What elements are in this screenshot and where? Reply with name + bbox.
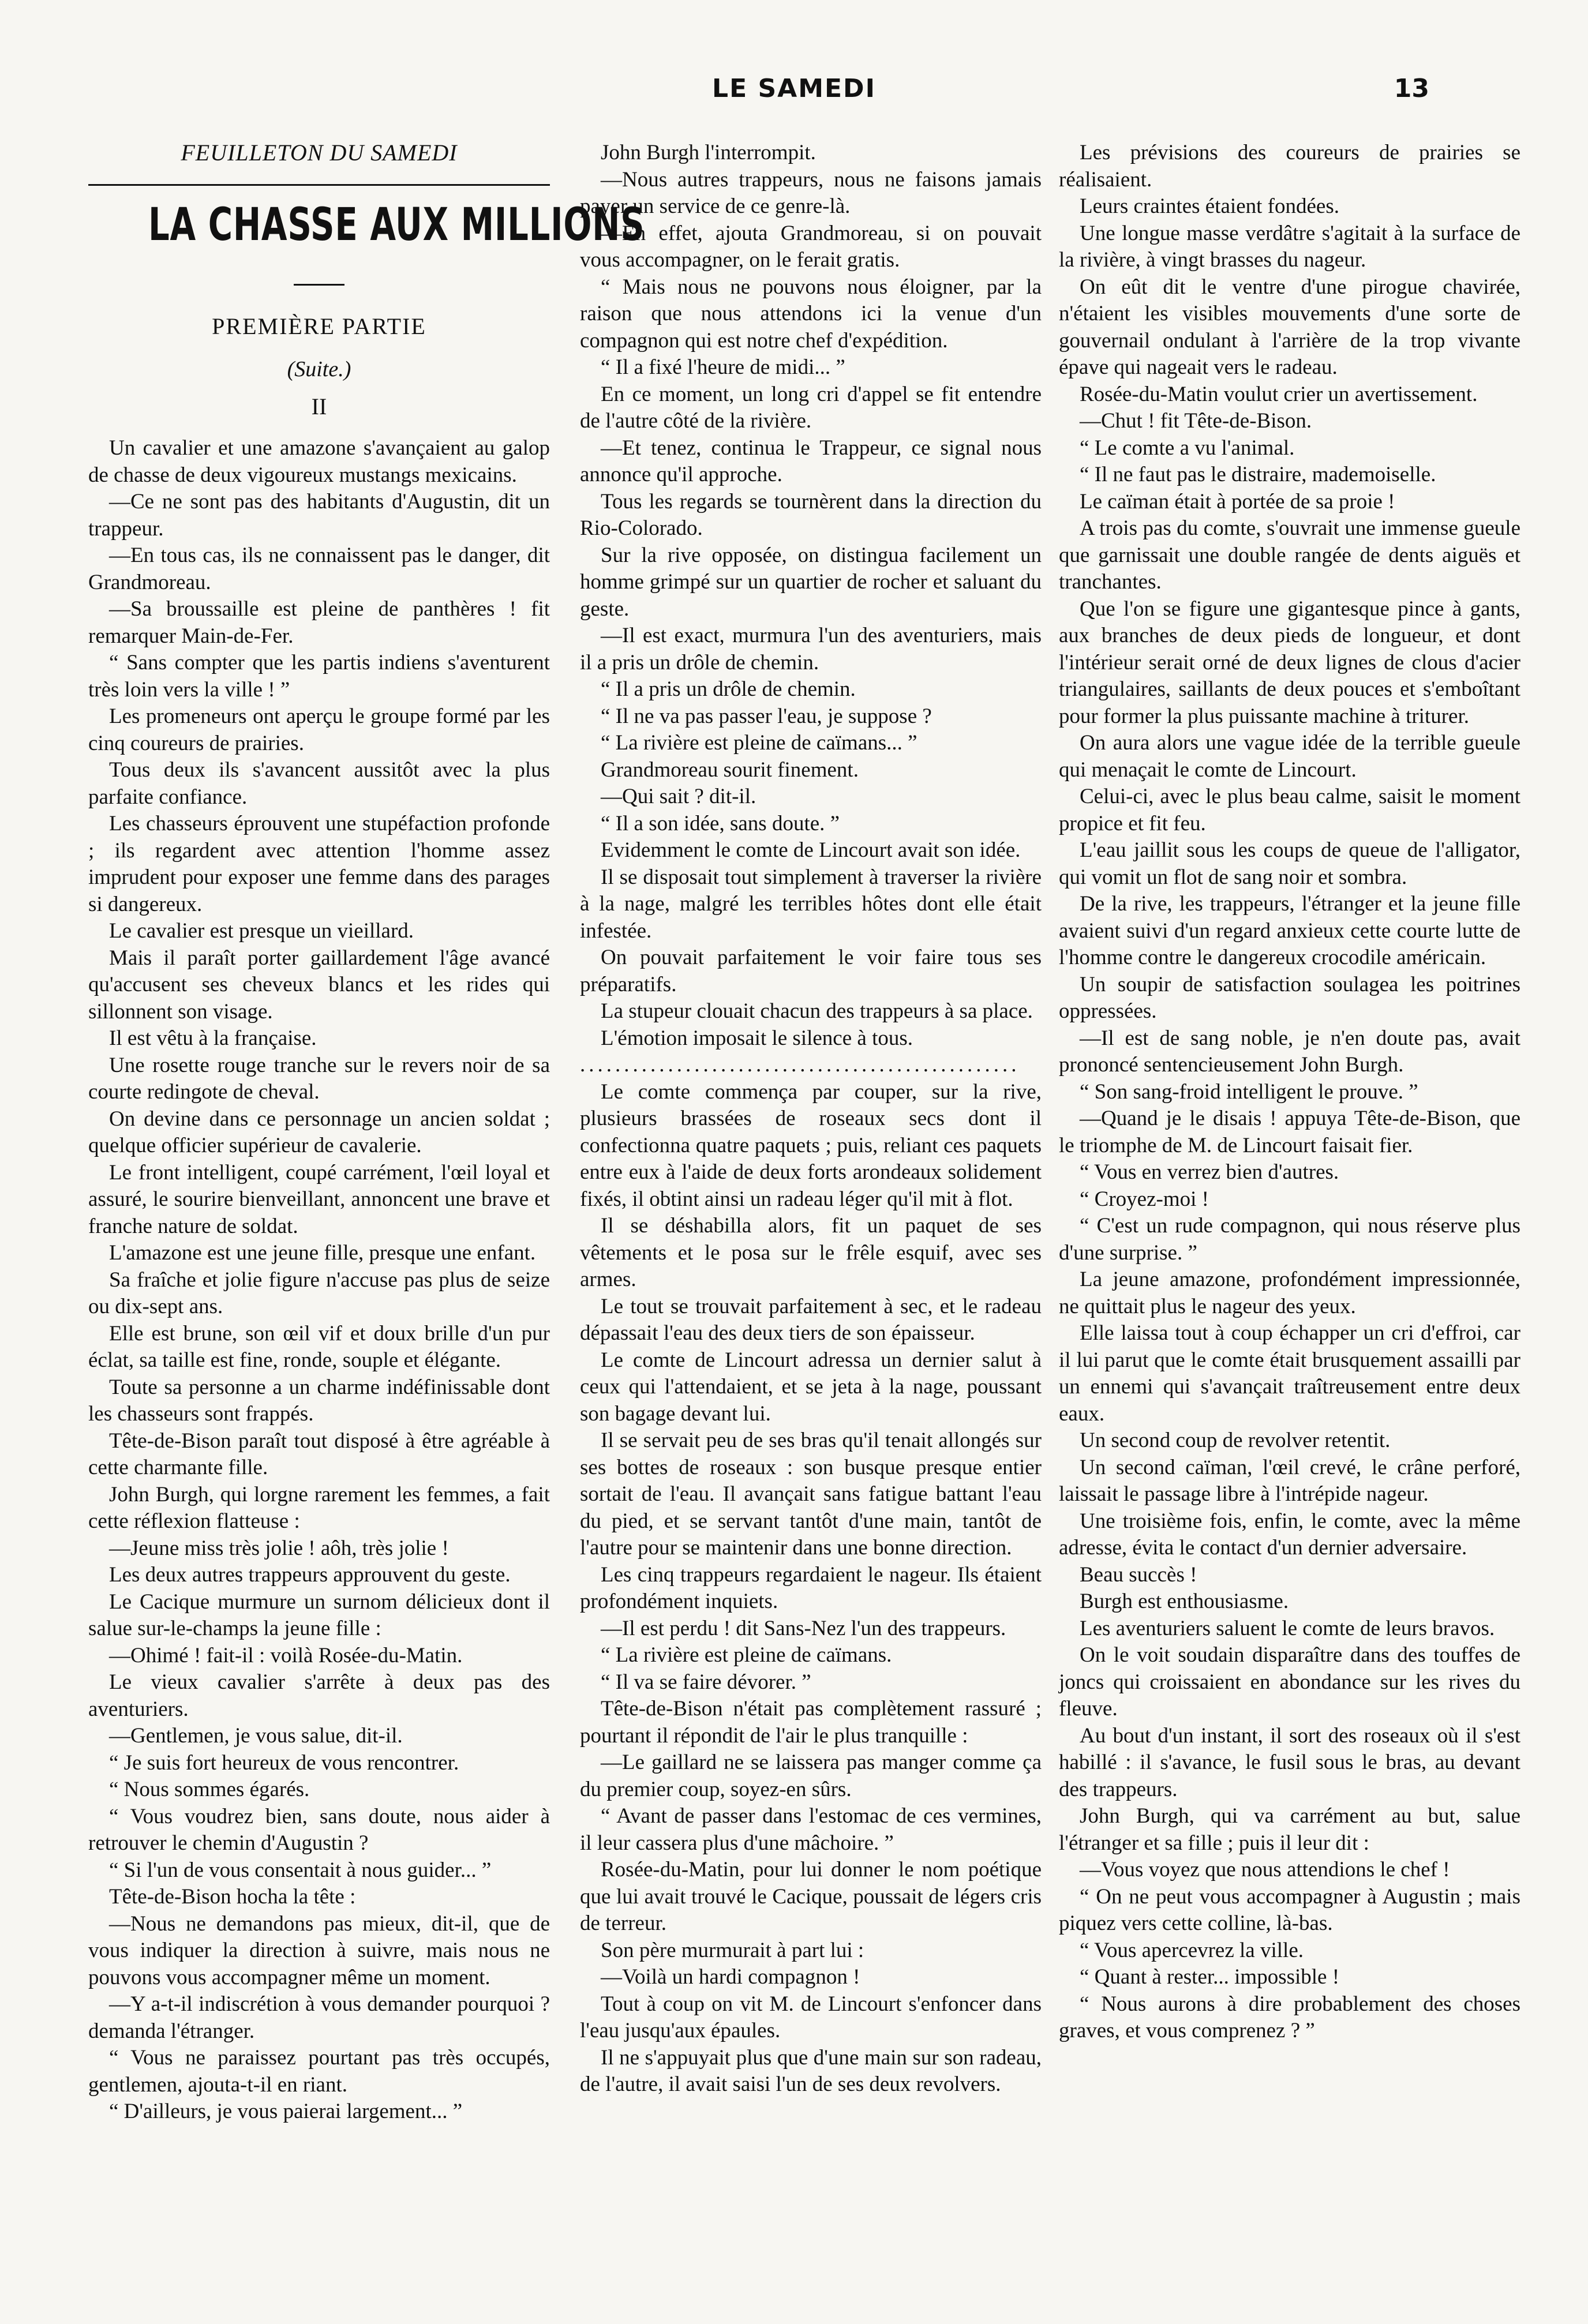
paragraph: —Jeune miss très jolie ! aôh, très jolie !	[109, 1536, 449, 1560]
part-heading: PREMIÈRE PARTIE	[212, 313, 426, 339]
page-header	[0, 74, 1588, 114]
title-divider	[294, 284, 344, 286]
paragraph: Tête-de-Bison paraît tout disposé à être agréable à cette charmante fille.	[88, 1429, 550, 1479]
paragraph: —Sa broussaille est pleine de panthères ! fit remarquer Main-de-Fer.	[88, 597, 550, 648]
paragraph: “ Il ne faut pas le distraire, mademoiselle.	[1080, 463, 1436, 486]
paragraph: Les deux autres trappeurs approuvent du geste.	[109, 1563, 511, 1587]
paragraph: “ La rivière est pleine de caïmans... ”	[601, 731, 917, 755]
paragraph: Tout à coup on vit M. de Lincourt s'enfoncer dans l'eau jusqu'aux épaules.	[580, 1992, 1042, 2042]
paragraph: Grandmoreau sourit finement.	[601, 758, 859, 782]
paragraph: De la rive, les trappeurs, l'étranger et la jeune fille avaient suivi d'un regard anxieux cette courte lutte de l'homme contre le dangereux crocodile américain.	[1059, 892, 1520, 969]
paragraph: On pouvait parfaitement le voir faire tous ses préparatifs.	[580, 946, 1042, 996]
paragraph: —Nous autres trappeurs, nous ne faisons jamais payer un service de ce genre-là.	[580, 167, 1042, 218]
paragraph: Un second caïman, l'œil crevé, le crâne perforé, laissait le passage libre à l'intrépide nageur.	[1059, 1455, 1520, 1506]
paragraph: “ Sans compter que les partis indiens s'aventurent très loin vers la ville ! ”	[88, 651, 550, 702]
paragraph: Il ne s'appuyait plus que d'une main sur son radeau, de l'autre, il avait saisi l'un de ses deux revolvers.	[580, 2045, 1042, 2096]
paragraph: On aura alors une vague idée de la terrible gueule qui menaçait le comte de Lincourt.	[1059, 731, 1520, 782]
paragraph: John Burgh l'interrompit.	[601, 141, 816, 164]
article-title: LA CHASSE AUX MILLIONS	[148, 198, 645, 251]
paragraph: —Et tenez, continua le Trappeur, ce signal nous annonce qu'il approche.	[580, 436, 1042, 486]
paragraph: Son père murmurait à part lui :	[601, 1938, 864, 1962]
paragraph: Elle est brune, son œil vif et doux brille d'un pur éclat, sa taille est fine, ronde, souple et élégante.	[88, 1321, 550, 1372]
paragraph: Tête-de-Bison hocha la tête :	[109, 1885, 356, 1909]
paragraph: “ Il a son idée, sans doute. ”	[601, 811, 840, 835]
column-2	[580, 140, 1042, 2255]
paragraph: “ Avant de passer dans l'estomac de ces vermines, il leur cassera plus d'une mâchoire. ”	[580, 1804, 1042, 1855]
paragraph: “ Je suis fort heureux de vous rencontrer.	[109, 1751, 459, 1775]
paragraph: —Chut ! fit Tête-de-Bison.	[1080, 409, 1312, 433]
paragraph: —Nous ne demandons pas mieux, dit-il, que de vous indiquer la direction à suivre, mais nous ne pouvons vous accompagner même un moment.	[88, 1911, 550, 1989]
column-1	[88, 140, 645, 2255]
paragraph: Beau succès !	[1080, 1562, 1197, 1587]
paragraph: “ Il va se faire dévorer. ”	[601, 1670, 811, 1694]
paragraph: Tête-de-Bison n'était pas complètement rassuré ; pourtant il répondit de l'air le plus tranquille :	[580, 1697, 1042, 1748]
paragraph: Un second coup de revolver retentit.	[1080, 1429, 1391, 1452]
paragraph: L'amazone est une jeune fille, presque une enfant.	[109, 1241, 536, 1265]
paragraph: Le cavalier est presque un vieillard.	[109, 919, 414, 943]
paragraph: Les aventuriers saluent le comte de leurs bravos.	[1080, 1616, 1495, 1640]
paragraph: Rosée-du-Matin, pour lui donner le nom poétique que lui avait trouvé le Cacique, poussait de légers cris de terreur.	[580, 1858, 1042, 1935]
paragraph: “ Nous aurons à dire probablement des choses graves, et vous comprenez ? ”	[1059, 1992, 1520, 2042]
paragraph: L'eau jaillit sous les coups de queue de l'alligator, qui vomit un flot de sang noir et sombra.	[1059, 838, 1520, 889]
paragraph: Le vieux cavalier s'arrête à deux pas des aventuriers.	[88, 1670, 550, 1721]
paragraph: —Ohimé ! fait-il : voilà Rosée-du-Matin.	[109, 1643, 463, 1667]
paragraph: “ Son sang-froid intelligent le prouve. ”	[1080, 1079, 1418, 1104]
paragraph: Toute sa personne a un charme indéfinissable dont les chasseurs sont frappés.	[88, 1375, 550, 1426]
paragraph: “ Il ne va pas passer l'eau, je suppose ?	[601, 704, 932, 728]
paragraph: Evidemment le comte de Lincourt avait son idée.	[601, 838, 1021, 862]
paragraph: Un soupir de satisfaction soulagea les poitrines oppressées.	[1059, 972, 1520, 1023]
paragraph: Tous les regards se tournèrent dans la direction du Rio-Colorado.	[580, 489, 1042, 540]
paragraph: Il se disposait tout simplement à traverser la rivière à la nage, malgré les terribles hôtes dont elle était infestée.	[580, 865, 1042, 943]
paragraph: —Qui sait ? dit-il.	[601, 785, 756, 808]
paragraph: Le caïman était à portée de sa proie !	[1080, 489, 1395, 513]
paragraph: Il se servait peu de ses bras qu'il tenait allongés sur ses bottes de roseaux : son busque presque entier sortait de l'eau. Il avançait sans fatigue battant l'eau du pied, et se servant tantôt d'une main, tantôt de l'autre pour se maintenir dans une bonne direction.	[580, 1429, 1042, 1560]
paragraph: “ Mais nous ne pouvons nous éloigner, par la raison que nous attendons ici la venue d'un compagnon qui est notre chef d'expédition.	[580, 275, 1042, 353]
paragraph: “ On ne peut vous accompagner à Augustin ; mais piquez vers cette colline, là-bas.	[1059, 1884, 1520, 1935]
paragraph: On devine dans ce personnage un ancien soldat ; quelque officier supérieur de cavalerie.	[88, 1107, 550, 1157]
paragraph: “ D'ailleurs, je vous paierai largement... ”	[109, 2100, 463, 2123]
newspaper-name: LE SAMEDI	[712, 74, 876, 103]
paragraph: “ Quant à rester... impossible !	[1080, 1965, 1340, 1989]
paragraph: Que l'on se figure une gigantesque pince à gants, aux branches de deux pieds de longueur, et dont l'intérieur serait orné de deux lignes de clous d'acier triangulaires, saillants de deux pouces et s'emboîtant pour former la plus puissante machine à triturer.	[1059, 597, 1520, 728]
paragraph: “ Le comte a vu l'animal.	[1080, 436, 1295, 460]
paragraph: Une troisième fois, enfin, le comte, avec la même adresse, évita le contact d'un dernier adversaire.	[1059, 1509, 1520, 1560]
paragraph: Le comte de Lincourt adressa un dernier salut à ceux qui l'attendaient, et se jeta à la nage, poussant son bagage devant lui.	[580, 1348, 1042, 1426]
paragraph: —Gentlemen, je vous salue, dit-il.	[109, 1724, 403, 1748]
paragraph: “ C'est un rude compagnon, qui nous réserve plus d'une surprise. ”	[1059, 1214, 1520, 1265]
paragraph: Tous deux ils s'avancent aussitôt avec la plus parfaite confiance.	[88, 758, 550, 809]
paragraph: —Quand je le disais ! appuya Tête-de-Bison, que le triomphe de M. de Lincourt faisait fier.	[1059, 1107, 1520, 1157]
paragraph: Les prévisions des coureurs de prairies se réalisaient.	[1059, 141, 1520, 192]
paragraph: A trois pas du comte, s'ouvrait une immense gueule que garnissait une double rangée de dents aiguës et tranchantes.	[1059, 516, 1520, 594]
title-rule	[88, 184, 550, 186]
column-1-text	[88, 435, 550, 2126]
paragraph: “ Vous ne paraissez pourtant pas très occupés, gentlemen, ajouta-t-il en riant.	[88, 2046, 550, 2097]
page-number: 13	[1394, 74, 1429, 103]
paragraph: Les promeneurs ont aperçu le groupe formé par les cinq coureurs de prairies.	[88, 704, 550, 755]
paragraph: En ce moment, un long cri d'appel se fit entendre de l'autre côté de la rivière.	[580, 382, 1042, 433]
column-3	[1059, 140, 1520, 2255]
paragraph: La jeune amazone, profondément impressionnée, ne quittait plus le nageur des yeux.	[1059, 1268, 1520, 1318]
paragraph: Rosée-du-Matin voulut crier un avertissement.	[1080, 382, 1478, 406]
paragraph: Un cavalier et une amazone s'avançaient au galop de chasse de deux vigoureux mustangs mexicains.	[88, 436, 550, 487]
column-2-text	[580, 140, 1042, 2098]
paragraph: Burgh est enthousiasme.	[1080, 1590, 1289, 1613]
paragraph: Au bout d'un instant, il sort des roseaux où il s'est habillé : il s'avance, le fusil sous le bras, au devant des trappeurs.	[1059, 1723, 1520, 1801]
paragraph: “ Il a fixé l'heure de midi... ”	[601, 355, 845, 379]
paragraph: Une longue masse verdâtre s'agitait à la surface de la rivière, à vingt brasses du nageur.	[1059, 221, 1520, 272]
paragraph: “ Vous apercevrez la ville.	[1080, 1938, 1304, 1962]
paragraph: Sur la rive opposée, on distingua facilement un homme grimpé sur un quartier de rocher et saluant du geste.	[580, 543, 1042, 621]
paragraph: Les chasseurs éprouvent une stupéfaction profonde ; ils regardent avec attention l'homme assez imprudent pour exposer une femme dans des parages si dangereux.	[88, 812, 550, 916]
paragraph: Celui-ci, avec le plus beau calme, saisit le moment propice et fit feu.	[1059, 785, 1520, 835]
paragraph: —Il est de sang noble, je n'en doute pas, avait prononcé sentencieusement John Burgh.	[1059, 1026, 1520, 1077]
paragraph: Elle laissa tout à coup échapper un cri d'effroi, car il lui parut que le comte était brusquement assailli par un ennemi qui s'avançait traîtreusement entre deux eaux.	[1059, 1321, 1520, 1426]
paragraph: La stupeur clouait chacun des trappeurs à sa place.	[601, 999, 1033, 1023]
paragraph: On le voit soudain disparaître dans des touffes de joncs qui croissaient en abondance sur les rives du fleuve.	[1059, 1643, 1520, 1720]
paragraph: Sa fraîche et jolie figure n'accuse pas plus de seize ou dix-sept ans.	[88, 1268, 550, 1318]
paragraph: —Il est exact, murmura l'un des aventuriers, mais il a pris un drôle de chemin.	[580, 624, 1042, 674]
paragraph: Une rosette rouge tranche sur le revers noir de sa courte redingote de cheval.	[88, 1053, 550, 1104]
paragraph: Le comte commença par couper, sur la rive, plusieurs brassées de roseaux secs dont il confectionna quatre paquets ; puis, reliant ces paquets entre eux à l'aide de deux forts arondeaux solidement fixés, il obtint ainsi un radeau léger qu'il mit à flot.	[580, 1079, 1042, 1211]
paragraph: “ Si l'un de vous consentait à nous guider... ”	[109, 1858, 492, 1882]
column-3-text	[1059, 140, 1520, 2045]
paragraph: Le tout se trouvait parfaitement à sec, et le radeau dépassait l'eau des deux tiers de son épaisseur.	[580, 1294, 1042, 1345]
paragraph: —Y a-t-il indiscrétion à vous demander pourquoi ? demanda l'étranger.	[88, 1992, 550, 2043]
paragraph: Leurs craintes étaient fondées.	[1080, 194, 1339, 218]
paragraph: —En effet, ajouta Grandmoreau, si on pouvait vous accompagner, on le ferait gratis.	[580, 221, 1042, 272]
paragraph: “ La rivière est pleine de caïmans.	[601, 1643, 892, 1667]
paragraph: Le front intelligent, coupé carrément, l'œil loyal et assuré, le sourire bienveillant, annoncent une brave et franche nature de soldat.	[88, 1160, 550, 1238]
paragraph: Il se déshabilla alors, fit un paquet de ses vêtements et le posa sur le frêle esquif, avec ses armes.	[580, 1214, 1042, 1291]
paragraph: Il est vêtu à la française.	[109, 1026, 317, 1050]
suite-label: (Suite.)	[287, 357, 351, 381]
paragraph: ..................................................	[580, 1053, 1020, 1077]
paragraph: John Burgh, qui lorgne rarement les femmes, a fait cette réflexion flatteuse :	[88, 1482, 550, 1533]
paragraph: “ Croyez-moi !	[1080, 1187, 1209, 1211]
chapter-number: II	[311, 393, 327, 419]
feuilleton-label: FEUILLETON DU SAMEDI	[181, 140, 458, 166]
paragraph: —Voilà un hardi compagnon !	[601, 1965, 860, 1989]
paragraph: —Ce ne sont pas des habitants d'Augustin, dit un trappeur.	[88, 490, 550, 541]
paragraph: Les cinq trappeurs regardaient le nageur. Ils étaient profondément inquiets.	[580, 1562, 1042, 1613]
paragraph: “ Vous en verrez bien d'autres.	[1080, 1160, 1339, 1184]
paragraph: “ Il a pris un drôle de chemin.	[601, 677, 856, 701]
paragraph: Mais il paraît porter gaillardement l'âge avancé qu'accusent ses cheveux blancs et les rides qui sillonnent son visage.	[88, 946, 550, 1024]
paragraph: —Le gaillard ne se laissera pas manger comme ça du premier coup, soyez-en sûrs.	[580, 1751, 1042, 1801]
paragraph: —Il est perdu ! dit Sans-Nez l'un des trappeurs.	[601, 1616, 1006, 1640]
paragraph: —En tous cas, ils ne connaissent pas le danger, dit Grandmoreau.	[88, 543, 550, 594]
paragraph: Le Cacique murmure un surnom délicieux dont il salue sur-le-champs la jeune fille :	[88, 1590, 550, 1640]
paragraph: John Burgh, qui va carrément au but, salue l'étranger et sa fille ; puis il leur dit :	[1059, 1804, 1520, 1855]
paragraph: L'émotion imposait le silence à tous.	[601, 1026, 913, 1050]
paragraph: On eût dit le ventre d'une pirogue chavirée, n'étaient les visibles mouvements d'une sorte de gouvernail ondulant à l'arrière de la trop vivante épave qui nageait vers le radeau.	[1059, 275, 1520, 379]
paragraph: —Vous voyez que nous attendions le chef !	[1080, 1858, 1450, 1881]
paragraph: “ Nous sommes égarés.	[109, 1778, 310, 1801]
paragraph: “ Vous voudrez bien, sans doute, nous aider à retrouver le chemin d'Augustin ?	[88, 1804, 550, 1855]
